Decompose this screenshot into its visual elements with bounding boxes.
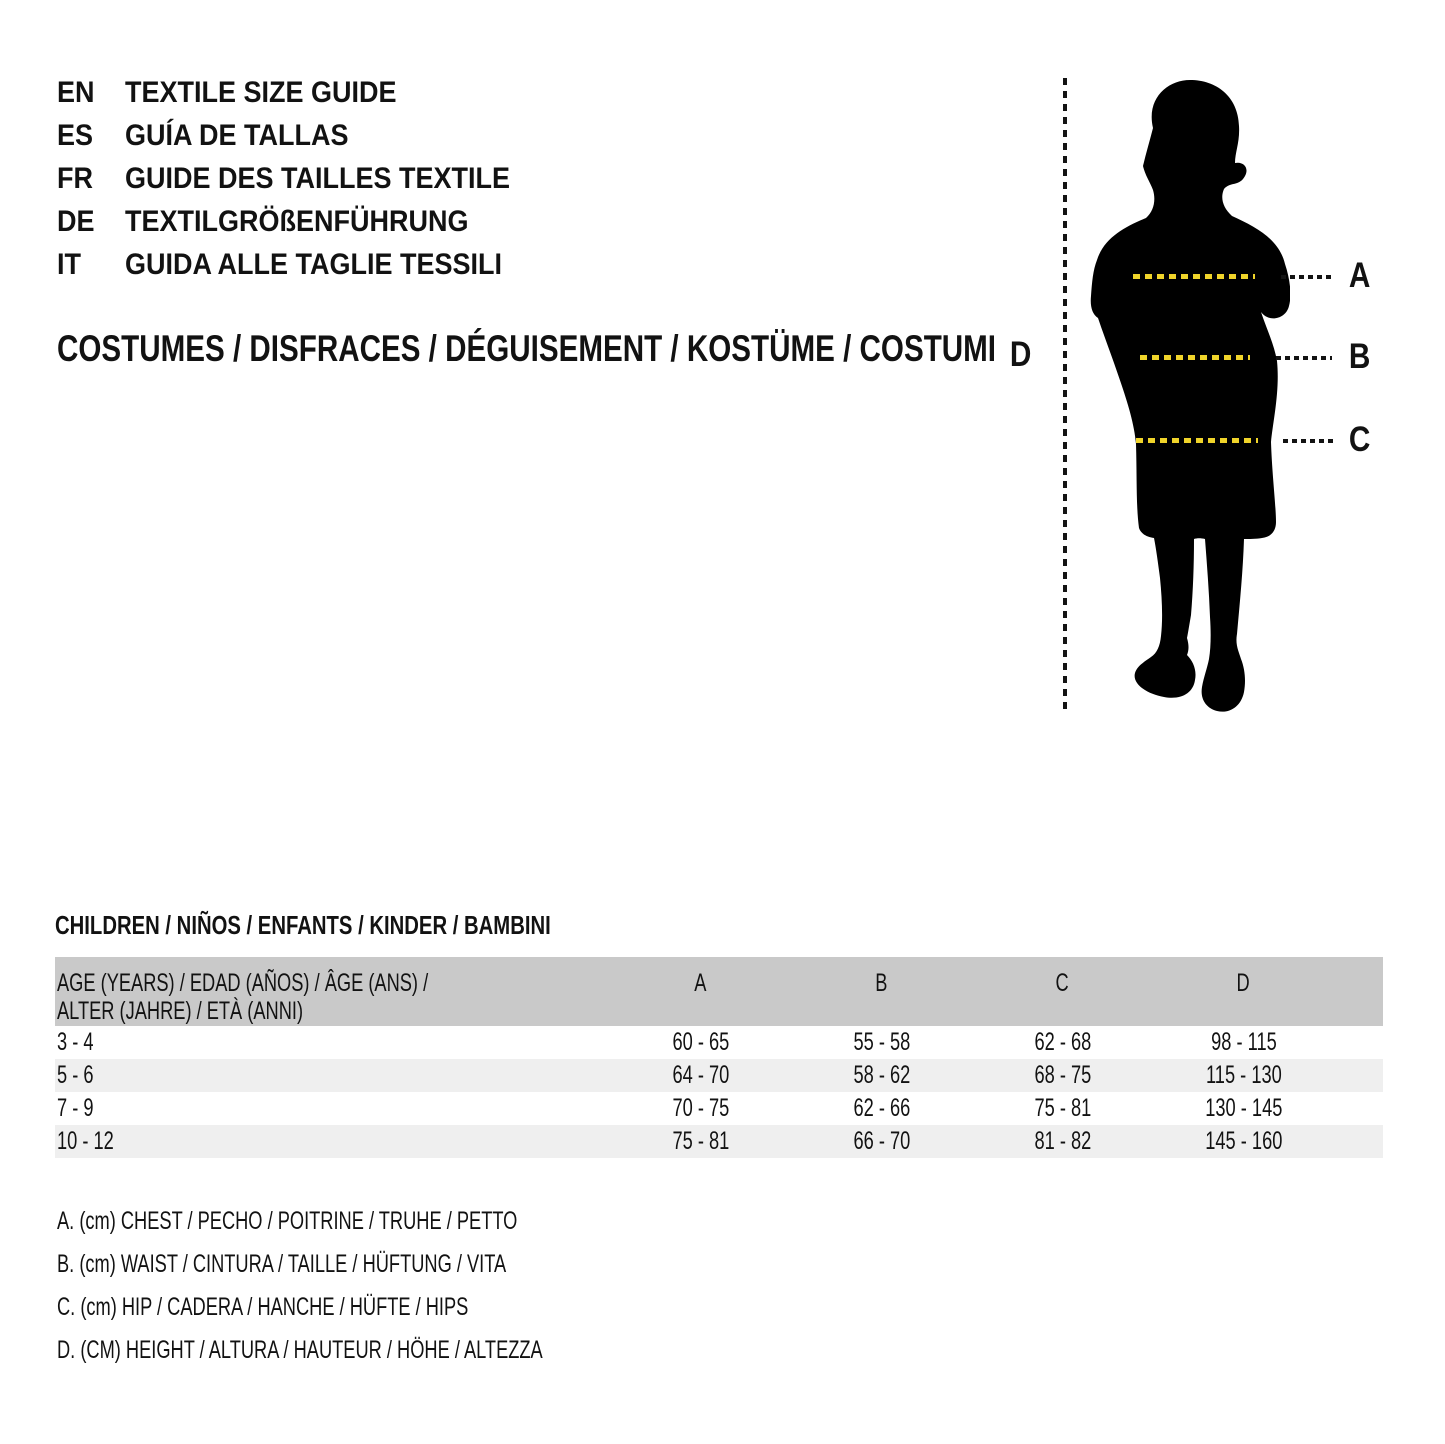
chest-leader-line (1281, 275, 1333, 279)
cell-c: 81 - 82 (1034, 1127, 1091, 1155)
legend-item-hip: C. (cm) HIP / CADERA / HANCHE / HÜFTE / HIPS (57, 1293, 469, 1321)
measure-label-b: B (1348, 337, 1371, 376)
cell-age: 10 - 12 (57, 1127, 114, 1155)
cell-b: 58 - 62 (853, 1061, 910, 1089)
cell-age: 5 - 6 (57, 1061, 94, 1089)
table-header-row (55, 957, 1383, 1026)
cell-b: 66 - 70 (853, 1127, 910, 1155)
language-code: ES (57, 119, 94, 152)
measure-label-a: A (1348, 256, 1371, 295)
column-spacer (1334, 957, 1383, 1026)
language-code: EN (57, 76, 95, 109)
child-silhouette (1090, 78, 1290, 718)
cell-c: 75 - 81 (1034, 1094, 1091, 1122)
table-row (55, 1092, 1383, 1125)
measure-label-d: D (1009, 335, 1032, 374)
cell-d: 115 - 130 (1205, 1061, 1282, 1089)
language-label: GUIDE DES TAILLES TEXTILE (125, 162, 511, 195)
cell-age: 3 - 4 (57, 1028, 94, 1056)
column-header-c: C (1055, 969, 1070, 997)
table-row (55, 1059, 1383, 1092)
cell-d: 130 - 145 (1204, 1094, 1283, 1122)
cell-a: 75 - 81 (672, 1127, 729, 1155)
hip-leader-line (1283, 439, 1333, 443)
legend-item-waist: B. (cm) WAIST / CINTURA / TAILLE / HÜFTUNG / VITA (57, 1250, 507, 1278)
age-column-header: AGE (YEARS) / EDAD (AÑOS) / ÂGE (ANS) / ALTER (JAHRE) / ETÀ (ANNI) (57, 969, 429, 1025)
waist-leader-line (1276, 356, 1332, 360)
cell-a: 60 - 65 (672, 1028, 729, 1056)
language-label: TEXTILGRÖßENFÜHRUNG (125, 205, 469, 238)
category-title: COSTUMES / DISFRACES / DÉGUISEMENT / KOSTÜME / COSTUMI (57, 328, 997, 369)
column-header-d: D (1236, 969, 1251, 997)
legend-item-height: D. (CM) HEIGHT / ALTURA / HAUTEUR / HÖHE / ALTEZZA (57, 1336, 543, 1364)
language-row (57, 200, 553, 243)
language-label: TEXTILE SIZE GUIDE (125, 76, 397, 109)
measure-label-c: C (1348, 420, 1371, 459)
chest-measure-line (1133, 274, 1255, 279)
cell-age: 7 - 9 (57, 1094, 94, 1122)
cell-b: 62 - 66 (853, 1094, 910, 1122)
cell-c: 62 - 68 (1034, 1028, 1091, 1056)
table-section-title: CHILDREN / NIÑOS / ENFANTS / KINDER / BAMBINI (55, 910, 551, 940)
legend-item-chest: A. (cm) CHEST / PECHO / POITRINE / TRUHE / PETTO (57, 1207, 518, 1235)
column-header-a: A (694, 969, 707, 997)
language-title-list (57, 71, 553, 286)
child-silhouette-path (1091, 80, 1290, 712)
cell-b: 55 - 58 (853, 1028, 910, 1056)
height-measure-line (1063, 78, 1067, 714)
language-row (57, 71, 553, 114)
language-row (57, 157, 553, 200)
language-row (57, 243, 553, 286)
measurement-legend (57, 1200, 722, 1372)
cell-d: 145 - 160 (1204, 1127, 1283, 1155)
language-code: FR (57, 162, 93, 195)
language-code: DE (57, 205, 95, 238)
language-label: GUÍA DE TALLAS (125, 119, 349, 152)
cell-a: 70 - 75 (672, 1094, 729, 1122)
language-row (57, 114, 553, 157)
size-table (55, 957, 1383, 1158)
cell-c: 68 - 75 (1034, 1061, 1091, 1089)
column-header-b: B (875, 969, 888, 997)
waist-measure-line (1140, 355, 1250, 360)
cell-a: 64 - 70 (672, 1061, 729, 1089)
table-row (55, 1125, 1383, 1158)
language-code: IT (57, 248, 82, 281)
hip-measure-line (1136, 438, 1258, 443)
language-label: GUIDA ALLE TAGLIE TESSILI (125, 248, 503, 281)
table-row (55, 1026, 1383, 1059)
cell-d: 98 - 115 (1210, 1028, 1277, 1056)
